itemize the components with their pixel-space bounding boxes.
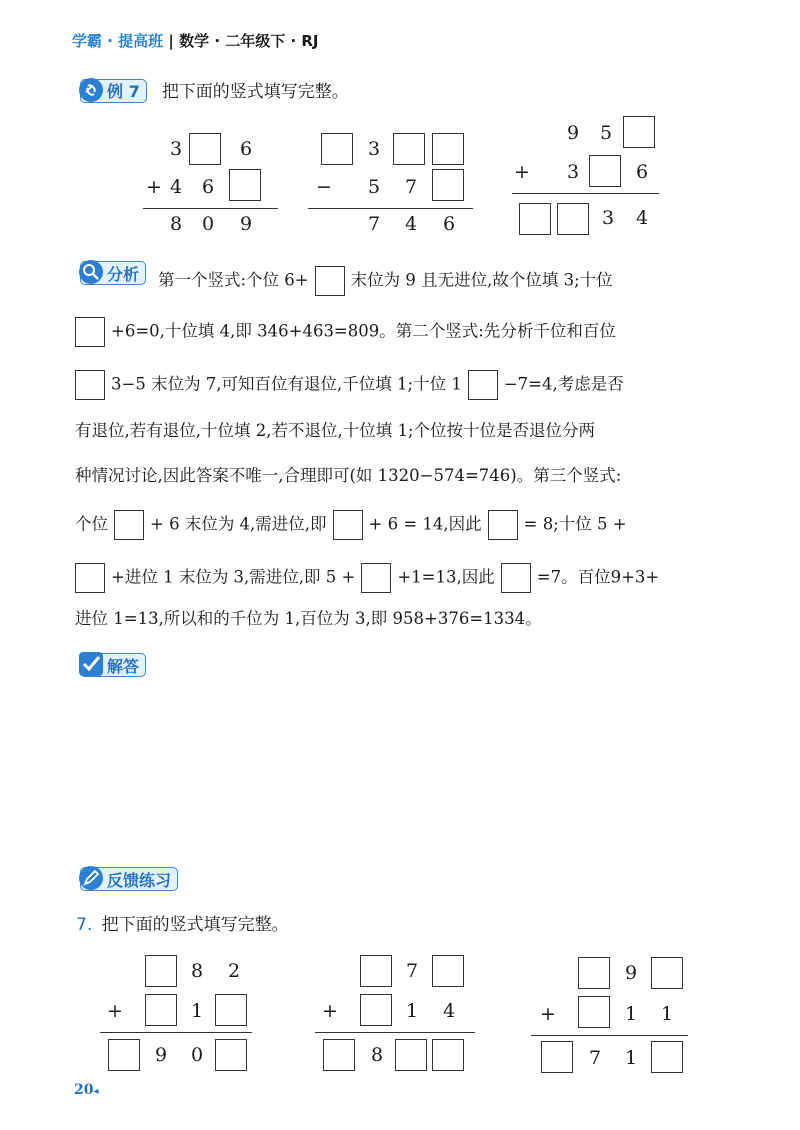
operator: + (540, 1003, 556, 1025)
answer-tag (80, 653, 146, 677)
digit: 7 (368, 213, 381, 235)
inline-blank-box[interactable] (75, 563, 105, 593)
digit: 0 (191, 1044, 204, 1066)
digit: 2 (228, 960, 241, 982)
brand-label: 学霸 · 提高班 (72, 32, 164, 50)
blank-box[interactable] (651, 957, 683, 989)
blank-box[interactable] (557, 203, 589, 235)
answer-tag-label: 解答 (107, 656, 140, 676)
digit: 1 (625, 1047, 638, 1069)
text: +进位 1 末位为 3,需进位,即 5 + (111, 567, 356, 587)
blank-box[interactable] (145, 955, 177, 987)
subject-label: 数学 · 二年级下 · RJ (179, 32, 319, 50)
text: = 8;十位 5 + (523, 514, 627, 534)
blank-box[interactable] (108, 1039, 140, 1071)
digit: 8 (170, 213, 183, 235)
page-arrow-icon: ◂ (93, 1086, 99, 1097)
blank-box[interactable] (432, 169, 464, 201)
digit: 6 (636, 161, 649, 183)
digit: 6 (202, 176, 215, 198)
inline-blank-box[interactable] (468, 370, 498, 400)
analysis-line-7 (70, 563, 659, 593)
difference-line (308, 208, 473, 209)
text: + 6 末位为 4,需进位,即 (150, 514, 327, 534)
blank-box[interactable] (323, 1039, 355, 1071)
operator: + (107, 1000, 123, 1022)
inline-blank-box[interactable] (75, 317, 105, 347)
digit: 4 (170, 176, 183, 198)
blank-box[interactable] (189, 133, 221, 165)
digit: 9 (567, 122, 580, 144)
digit: 6 (240, 138, 253, 160)
digit: 4 (405, 213, 418, 235)
digit: 1 (661, 1003, 674, 1025)
analysis-line-8: 进位 1=13,所以和的千位为 1,百位为 3,即 958+376=1334。 (75, 609, 542, 628)
blank-box[interactable] (432, 955, 464, 987)
digit: 3 (567, 161, 580, 183)
blank-box[interactable] (360, 994, 392, 1026)
digit: 1 (406, 1000, 419, 1022)
digit: 3 (368, 138, 381, 160)
blank-box[interactable] (541, 1041, 573, 1073)
text: 末位为 9 且无进位,故个位填 3;十位 (350, 270, 613, 290)
operator: + (514, 161, 530, 183)
check-icon (77, 650, 105, 678)
digit: 0 (202, 213, 215, 235)
example-heading (80, 77, 349, 103)
example-tag-label: 例 7 (107, 82, 140, 101)
blank-box[interactable] (432, 133, 464, 165)
digit: 1 (625, 1003, 638, 1025)
text: + 6 = 14,因此 (368, 514, 482, 534)
blank-box[interactable] (432, 1039, 464, 1071)
digit: 5 (368, 176, 381, 198)
pencil-icon (77, 864, 105, 892)
feedback-prompt: 把下面的竖式填写完整。 (101, 915, 289, 935)
digit: 1 (191, 1000, 204, 1022)
sum-line (315, 1032, 475, 1033)
analysis-line-2 (70, 317, 616, 347)
sum-line (143, 208, 278, 209)
digit: 7 (406, 960, 419, 982)
inline-blank-box[interactable] (114, 510, 144, 540)
blank-box[interactable] (229, 169, 261, 201)
blank-box[interactable] (360, 955, 392, 987)
blank-box[interactable] (623, 116, 655, 148)
inline-blank-box[interactable] (501, 563, 531, 593)
digit: 7 (405, 176, 418, 198)
inline-blank-box[interactable] (361, 563, 391, 593)
analysis-tag (80, 261, 146, 285)
blank-box[interactable] (215, 1039, 247, 1071)
blank-box[interactable] (651, 1041, 683, 1073)
sum-line (512, 193, 659, 194)
operator: + (322, 1000, 338, 1022)
question-number: 7. (76, 915, 93, 935)
feedback-tag (80, 867, 178, 891)
feedback-prompt-line (76, 910, 289, 935)
analysis-tag-label: 分析 (107, 264, 140, 284)
digit: 8 (191, 960, 204, 982)
analysis-tag-wrap (80, 261, 146, 285)
inline-blank-box[interactable] (488, 510, 518, 540)
digit: 8 (371, 1044, 384, 1066)
feedback-tag-label: 反馈练习 (107, 870, 172, 890)
inline-blank-box[interactable] (75, 370, 105, 400)
digit: 9 (625, 962, 638, 984)
analysis-line-6 (75, 510, 627, 540)
blank-box[interactable] (321, 133, 353, 165)
digit: 3 (170, 138, 183, 160)
example-tag (80, 79, 147, 103)
digit: 6 (443, 213, 456, 235)
sum-line (531, 1035, 688, 1036)
operator: − (316, 176, 332, 198)
feedback-tag-wrap (80, 867, 178, 891)
inline-blank-box[interactable] (315, 266, 345, 296)
analysis-line-5: 种情况讨论,因此答案不唯一,合理即可(如 1320−574=746)。第三个竖式: (75, 466, 622, 485)
text: =7。百位9+3+ (536, 567, 660, 587)
inline-blank-box[interactable] (333, 510, 363, 540)
answer-tag-wrap (80, 653, 146, 677)
header-separator: | (163, 32, 180, 50)
blank-box[interactable] (145, 994, 177, 1026)
text: +1=13,因此 (397, 567, 495, 587)
digit: 4 (636, 207, 649, 229)
sum-line (100, 1032, 252, 1033)
blank-box[interactable] (215, 994, 247, 1026)
text: 个位 (75, 514, 108, 534)
text: −7=4,考虑是否 (503, 374, 624, 394)
blank-box[interactable] (578, 996, 610, 1028)
blank-box[interactable] (589, 155, 621, 187)
analysis-line-1 (158, 266, 613, 296)
digit: 9 (155, 1044, 168, 1066)
text: +6=0,十位填 4,即 346+463=809。第二个竖式:先分析千位和百位 (111, 321, 616, 341)
blank-box[interactable] (395, 1039, 427, 1071)
blank-box[interactable] (578, 957, 610, 989)
link-icon (77, 76, 105, 104)
blank-box[interactable] (393, 133, 425, 165)
digit: 9 (240, 213, 253, 235)
magnifier-icon (77, 258, 105, 286)
analysis-line-4: 有退位,若有退位,十位填 2,若不退位,十位填 1;个位按十位是否退位分两 (75, 421, 596, 440)
text: 第一个竖式:个位 6+ (158, 270, 309, 290)
page-number-text: 20 (74, 1082, 94, 1098)
page-number (74, 1082, 99, 1098)
page-header (72, 30, 319, 51)
digit: 4 (443, 1000, 456, 1022)
blank-box[interactable] (519, 203, 551, 235)
digit: 5 (600, 122, 613, 144)
example-prompt: 把下面的竖式填写完整。 (161, 82, 349, 102)
digit: 3 (602, 207, 615, 229)
text: 3−5 末位为 7,可知百位有退位,千位填 1;十位 1 (111, 374, 462, 394)
digit: 7 (589, 1047, 602, 1069)
analysis-line-3 (70, 370, 624, 400)
operator: + (146, 176, 162, 198)
